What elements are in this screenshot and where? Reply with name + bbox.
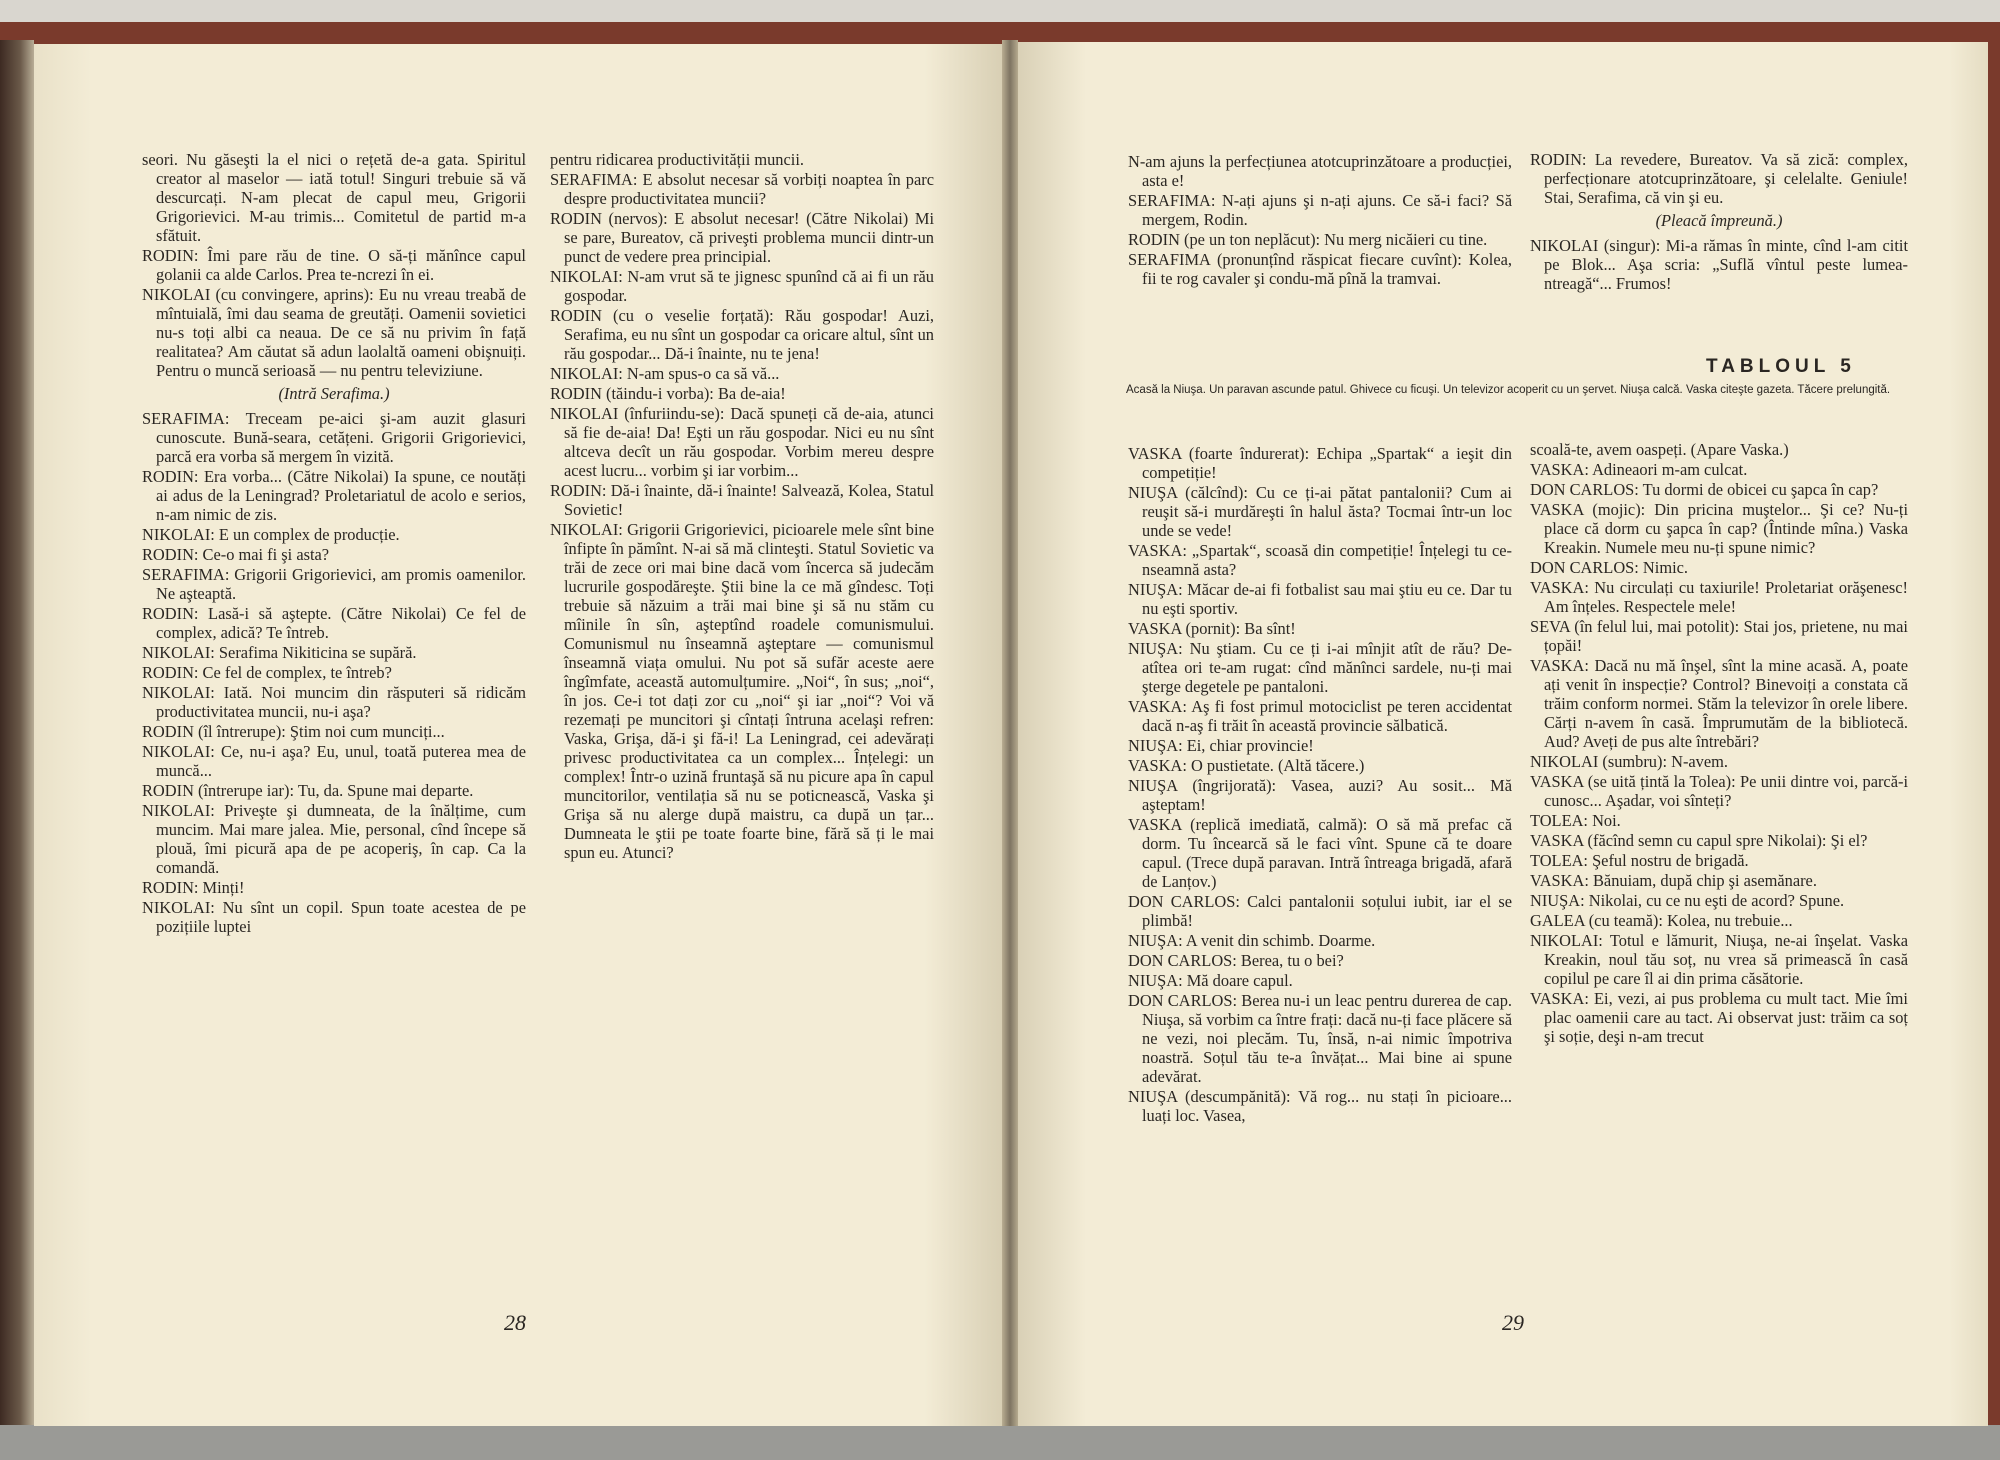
text-paragraph: RODIN (cu o veselie forțată): Rău gospodar! Auzi, Serafima, eu nu sînt un gospodar ca oricare altul, sînt un rău gospodar... Dă-i înainte, nu te jena! bbox=[550, 306, 934, 363]
text-paragraph: NIUŞA (călcînd): Cu ce ți-ai pătat pantalonii? Cum ai reuşit să-i murdăreşti în halul ăsta? Tocmai într-un loc unde se vede! bbox=[1128, 483, 1512, 540]
right-page bbox=[1018, 42, 1988, 1426]
text-paragraph: DON CARLOS: Nimic. bbox=[1530, 558, 1688, 577]
text-paragraph: NIUŞA: A venit din schimb. Doarme. bbox=[1128, 931, 1376, 950]
text-paragraph: GALEA (cu teamă): Kolea, nu trebuie... bbox=[1530, 911, 1793, 930]
right-page-column-1-bottom bbox=[1128, 444, 1512, 1126]
text-paragraph: RODIN: Lasă-i să aştepte. (Către Nikolai) Ce fel de complex, adică? Te întreb. bbox=[142, 604, 526, 642]
text-paragraph: seori. Nu găseşti la el nici o rețetă de-a gata. Spiritul creator al maselor — iată totul! Singuri trebuie să vă descurcați. N-am plecat de capul meu, Grigorii Grigorievici. M-au trimis... Comitetul de partid m-a sfătuit. bbox=[142, 150, 526, 245]
book-gutter bbox=[1002, 40, 1018, 1426]
text-paragraph: RODIN (nervos): E absolut necesar! (Către Nikolai) Mi se pare, Bureatov, că priveşti problema muncii dintr-un punct de vedere prea principial. bbox=[550, 209, 934, 266]
text-paragraph: VASKA: Bănuiam, după chip şi asemănare. bbox=[1530, 871, 1817, 890]
text-paragraph: VASKA (se uită țintă la Tolea): Pe unii dintre voi, parcă-i cunosc... Aşadar, voi sînteți? bbox=[1530, 772, 1908, 810]
text-paragraph: SERAFIMA: N-ați ajuns şi n-ați ajuns. Ce să-i faci? Să mergem, Rodin. bbox=[1128, 191, 1512, 229]
right-page-column-1-top bbox=[1128, 152, 1512, 289]
text-paragraph: RODIN: Dă-i înainte, dă-i înainte! Salvează, Kolea, Statul Sovietic! bbox=[550, 481, 934, 519]
text-paragraph: NIKOLAI: N-am vrut să te jignesc spunînd că ai fi un rău gospodar. bbox=[550, 267, 934, 305]
text-paragraph: VASKA: Dacă nu mă înşel, sînt la mine acasă. A, poate ați venit în inspecție? Control? Binevoiți a constata că trăim conform normei. Stăm la televizor în orele libere. Cărți n-avem în casă. Împrumutăm de la bibliotecă. Aud? Aveți de pus alte întrebări? bbox=[1530, 656, 1908, 751]
text-paragraph: VASKA (pornit): Ba sînt! bbox=[1128, 619, 1296, 638]
text-paragraph: VASKA: „Spartak“, scoasă din competiție! Înțelegi tu ce-nseamnă asta? bbox=[1128, 541, 1512, 579]
text-paragraph: NIKOLAI: Serafima Nikiticina se supără. bbox=[142, 643, 417, 662]
text-paragraph: NIUŞA: Măcar de-ai fi fotbalist sau mai ştiu eu ce. Dar tu nu eşti sportiv. bbox=[1128, 580, 1512, 618]
right-page-column-2-bottom bbox=[1530, 440, 1908, 1047]
text-paragraph: VASKA: Nu circulați cu taxiurile! Proletariat orăşenesc! Am înțeles. Respectele mele! bbox=[1530, 578, 1908, 616]
text-paragraph: pentru ridicarea productivității muncii. bbox=[550, 150, 804, 169]
text-paragraph: VASKA: O pustietate. (Altă tăcere.) bbox=[1128, 756, 1365, 775]
text-paragraph: TOLEA: Şeful nostru de brigadă. bbox=[1530, 851, 1749, 870]
text-paragraph: DON CARLOS: Berea, tu o bei? bbox=[1128, 951, 1344, 970]
text-paragraph: NIKOLAI: Priveşte şi dumneata, de la înălțime, cum muncim. Mai mare jalea. Mie, personal, cînd începe să plouă, îmi picură apa de pe acoperiş, în cap. Ca la comandă. bbox=[142, 801, 526, 877]
text-paragraph: RODIN: La revedere, Bureatov. Va să zică: complex, perfecționare atotcuprinzătoare, şi celelalte. Geniule! Stai, Serafima, că vin şi eu. bbox=[1530, 150, 1908, 207]
text-paragraph: NIKOLAI: Iată. Noi muncim din răsputeri să ridicăm productivitatea muncii, nu-i aşa? bbox=[142, 683, 526, 721]
text-paragraph: RODIN (îl întrerupe): Ştim noi cum munciți... bbox=[142, 722, 445, 741]
text-paragraph: NIUŞA (descumpănită): Vă rog... nu stați în picioare... luați loc. Vasea, bbox=[1128, 1087, 1512, 1125]
text-paragraph: TOLEA: Noi. bbox=[1530, 811, 1621, 830]
text-paragraph: NIKOLAI (cu convingere, aprins): Eu nu vreau treabă de mîntuială, îmi dau seama de greutăți. Oamenii sovietici nu-s toți albi ca neaua. De ce să nu privim în față realitatea? Am căutat să adun laolaltă oameni obişnuiți. Pentru o muncă serioasă — nu pentru televiziune. bbox=[142, 285, 526, 380]
text-paragraph: NIKOLAI (sumbru): N-avem. bbox=[1530, 752, 1729, 771]
text-paragraph: VASKA (făcînd semn cu capul spre Nikolai): Şi el? bbox=[1530, 831, 1868, 850]
text-paragraph: (Intră Serafima.) bbox=[278, 384, 390, 403]
book-cover-top-edge bbox=[0, 22, 2000, 44]
left-page bbox=[34, 44, 1002, 1426]
text-paragraph: NIUŞA: Nu ştiam. Cu ce ți i-ai mînjit atît de rău? De-atîtea ori te-am rugat: cînd mănînci sardele, nu-ți mai şterge degetele pe pantaloni. bbox=[1128, 639, 1512, 696]
text-paragraph: VASKA: Ei, vezi, ai pus problema cu mult tact. Mie îmi plac oamenii care au tact. Ai observat just: trăim ca soț şi soție, deşi n-am trecut bbox=[1530, 989, 1908, 1046]
right-page-number: 29 bbox=[1502, 1310, 1524, 1335]
left-page-column-2 bbox=[550, 150, 934, 863]
text-paragraph: SERAFIMA: Treceam pe-aici şi-am auzit glasuri cunoscute. Bună-seara, cetățeni. Grigorii Grigorievici, parcă era vorba să mergem în vizită. bbox=[142, 409, 526, 466]
left-page-number: 28 bbox=[504, 1310, 526, 1335]
text-paragraph: DON CARLOS: Calci pantalonii soțului iubit, iar el se plimbă! bbox=[1128, 892, 1512, 930]
text-paragraph: SERAFIMA (pronunțînd răspicat fiecare cuvînt): Kolea, fii te rog cavaler şi condu-mă pînă la tramvai. bbox=[1128, 250, 1512, 288]
left-page-column-1 bbox=[142, 150, 526, 937]
text-paragraph: RODIN: Ce-o mai fi şi asta? bbox=[142, 545, 330, 564]
text-paragraph: VASKA (foarte îndurerat): Echipa „Spartak“ a ieşit din competiție! bbox=[1128, 444, 1512, 482]
text-paragraph: VASKA: Aş fi fost primul motociclist pe teren accidentat dacă n-aş fi trăit în această provincie sălbatică. bbox=[1128, 697, 1512, 735]
text-paragraph: SEVA (în felul lui, mai potolit): Stai jos, prietene, nu mai țopăi! bbox=[1530, 617, 1908, 655]
text-paragraph: (Pleacă împreună.) bbox=[1655, 211, 1783, 230]
text-paragraph: DON CARLOS: Tu dormi de obicei cu şapca în cap? bbox=[1530, 480, 1879, 499]
text-paragraph: NIKOLAI: Grigorii Grigorievici, picioarele mele sînt bine înfipte în pămînt. N-ai să mă clinteşti. Statul Sovietic va trăi de zece ori mai bine dacă vom încerca să judecăm lucrurile gospodăreşte. Ştii bine la ce mă gîndesc. Toți trebuie să năzuim a trăi mai bine şi să nu stăm cu mîinile în sîn, aşteptînd roadele comunismului. Comunismul nu înseamnă aşteptare — comunismul înseamnă viața omului. Nu pot să sufăr aceste aere îngîmfate, această automulțumire. „Noi“, în sus; „noi“, în jos. Ce-i tot dați zor cu „noi“ şi iar „noi“? Voi vă rezemați pe muncitori şi cîntați întruna acelaşi refren: Vaska, Grişa, dă-i şi fă-i! La Leningrad, cei adevărați privesc productivitatea ca un complex... Înțelegi: un complex! Într-o uzină fruntaşă să nu picure apa în capul muncitorilor, ventilația să nu se poticnească, Vaska şi Grişa să nu alerge după maistru, ca după un țar... Dumneata le ştii pe toate foarte bine, fără să ți le mai spun eu. Atunci? bbox=[550, 520, 934, 862]
text-paragraph: RODIN: Era vorba... (Către Nikolai) Ia spune, ce noutăți ai adus de la Leningrad? Proletariatul de acolo e serios, n-am nimic de zis. bbox=[142, 467, 526, 524]
text-paragraph: VASKA (replică imediată, calmă): O să mă prefac că dorm. Tu încearcă să le faci vînt. Spune că te doare capul. (Trece după paravan. Intră întreaga brigadă, afară de Lanțov.) bbox=[1128, 815, 1512, 891]
text-paragraph: RODIN (pe un ton neplăcut): Nu merg nicăieri cu tine. bbox=[1128, 230, 1488, 249]
text-paragraph: SERAFIMA: Grigorii Grigorievici, am promis oamenilor. Ne aşteaptă. bbox=[142, 565, 526, 603]
text-paragraph: VASKA: Adineaori m-am culcat. bbox=[1530, 460, 1748, 479]
right-page-column-2-top bbox=[1530, 150, 1908, 294]
book-spine-edge bbox=[0, 40, 34, 1425]
text-paragraph: NIKOLAI: N-am spus-o ca să vă... bbox=[550, 364, 780, 383]
text-paragraph: SERAFIMA: E absolut necesar să vorbiți noaptea în parc despre productivitatea muncii? bbox=[550, 170, 934, 208]
text-paragraph: NIUŞA (îngrijorată): Vasea, auzi? Au sosit... Mă aşteptam! bbox=[1128, 776, 1512, 814]
scene-setting: Acasă la Niuşa. Un paravan ascunde patul. Ghivece cu ficuşi. Un televizor acoperit cu un şervet. Niuşa calcă. Vaska citeşte gazeta. Tăcere prelungită. bbox=[1126, 384, 1891, 396]
text-paragraph: DON CARLOS: Berea nu-i un leac pentru durerea de cap. Niuşa, să vorbim ca între frați: dacă nu-ți face plăcere să ne vezi, noi plecăm. Tu, însă, n-ai nimic împotriva noastră. Soțul tău te-a învățat... Mai bine ai spune adevărat. bbox=[1128, 991, 1512, 1086]
text-paragraph: NIKOLAI: Totul e lămurit, Niuşa, ne-ai înşelat. Vaska Kreakin, noul tău soț, nu vrea să primească în casă copilul pe care îl ai din prima căsătorie. bbox=[1530, 931, 1908, 988]
text-paragraph: NIKOLAI (înfuriindu-se): Dacă spuneți că de-aia, atunci să fie de-aia! Da! Eşti un rău gospodar. Nici eu nu sînt altceva decît un rău gospodar. Vorbim mereu despre acest lucru... vorbim şi iar vorbim... bbox=[550, 404, 934, 480]
text-paragraph: NIKOLAI (singur): Mi-a rămas în minte, cînd l-am citit pe Blok... Aşa scria: „Suflă vîntul peste lumea-ntreagă“... Frumos! bbox=[1530, 236, 1908, 293]
text-paragraph: RODIN: Îmi pare rău de tine. O să-ți mănînce capul golanii ca alde Carlos. Prea te-ncrezi în ei. bbox=[142, 246, 526, 284]
text-paragraph: NIUŞA: Nikolai, cu ce nu eşti de acord? Spune. bbox=[1530, 891, 1845, 910]
tablou-heading: TABLOUL 5 bbox=[1706, 356, 1856, 377]
text-paragraph: RODIN: Minți! bbox=[142, 878, 245, 897]
text-paragraph: RODIN (tăindu-i vorba): Ba de-aia! bbox=[550, 384, 786, 403]
text-paragraph: RODIN: Ce fel de complex, te întreb? bbox=[142, 663, 392, 682]
text-paragraph: scoală-te, avem oaspeți. (Apare Vaska.) bbox=[1530, 440, 1789, 459]
text-paragraph: NIUŞA: Mă doare capul. bbox=[1128, 971, 1293, 990]
text-paragraph: NIUŞA: Ei, chiar provincie! bbox=[1128, 736, 1314, 755]
scan-background-bottom bbox=[0, 1425, 2000, 1460]
text-paragraph: RODIN (întrerupe iar): Tu, da. Spune mai departe. bbox=[142, 781, 474, 800]
text-paragraph: NIKOLAI: E un complex de producție. bbox=[142, 525, 400, 544]
text-paragraph: N-am ajuns la perfecțiunea atotcuprinzătoare a producției, asta e! bbox=[1128, 152, 1512, 190]
text-paragraph: VASKA (mojic): Din pricina muştelor... Şi ce? Nu-ți place că dorm cu şapca în cap? (Întinde mîna.) Vaska Kreakin. Numele meu nu-ți spune nimic? bbox=[1530, 500, 1908, 557]
text-paragraph: NIKOLAI: Nu sînt un copil. Spun toate acestea de pe pozițiile luptei bbox=[142, 898, 526, 936]
text-paragraph: NIKOLAI: Ce, nu-i aşa? Eu, unul, toată puterea mea de muncă... bbox=[142, 742, 526, 780]
